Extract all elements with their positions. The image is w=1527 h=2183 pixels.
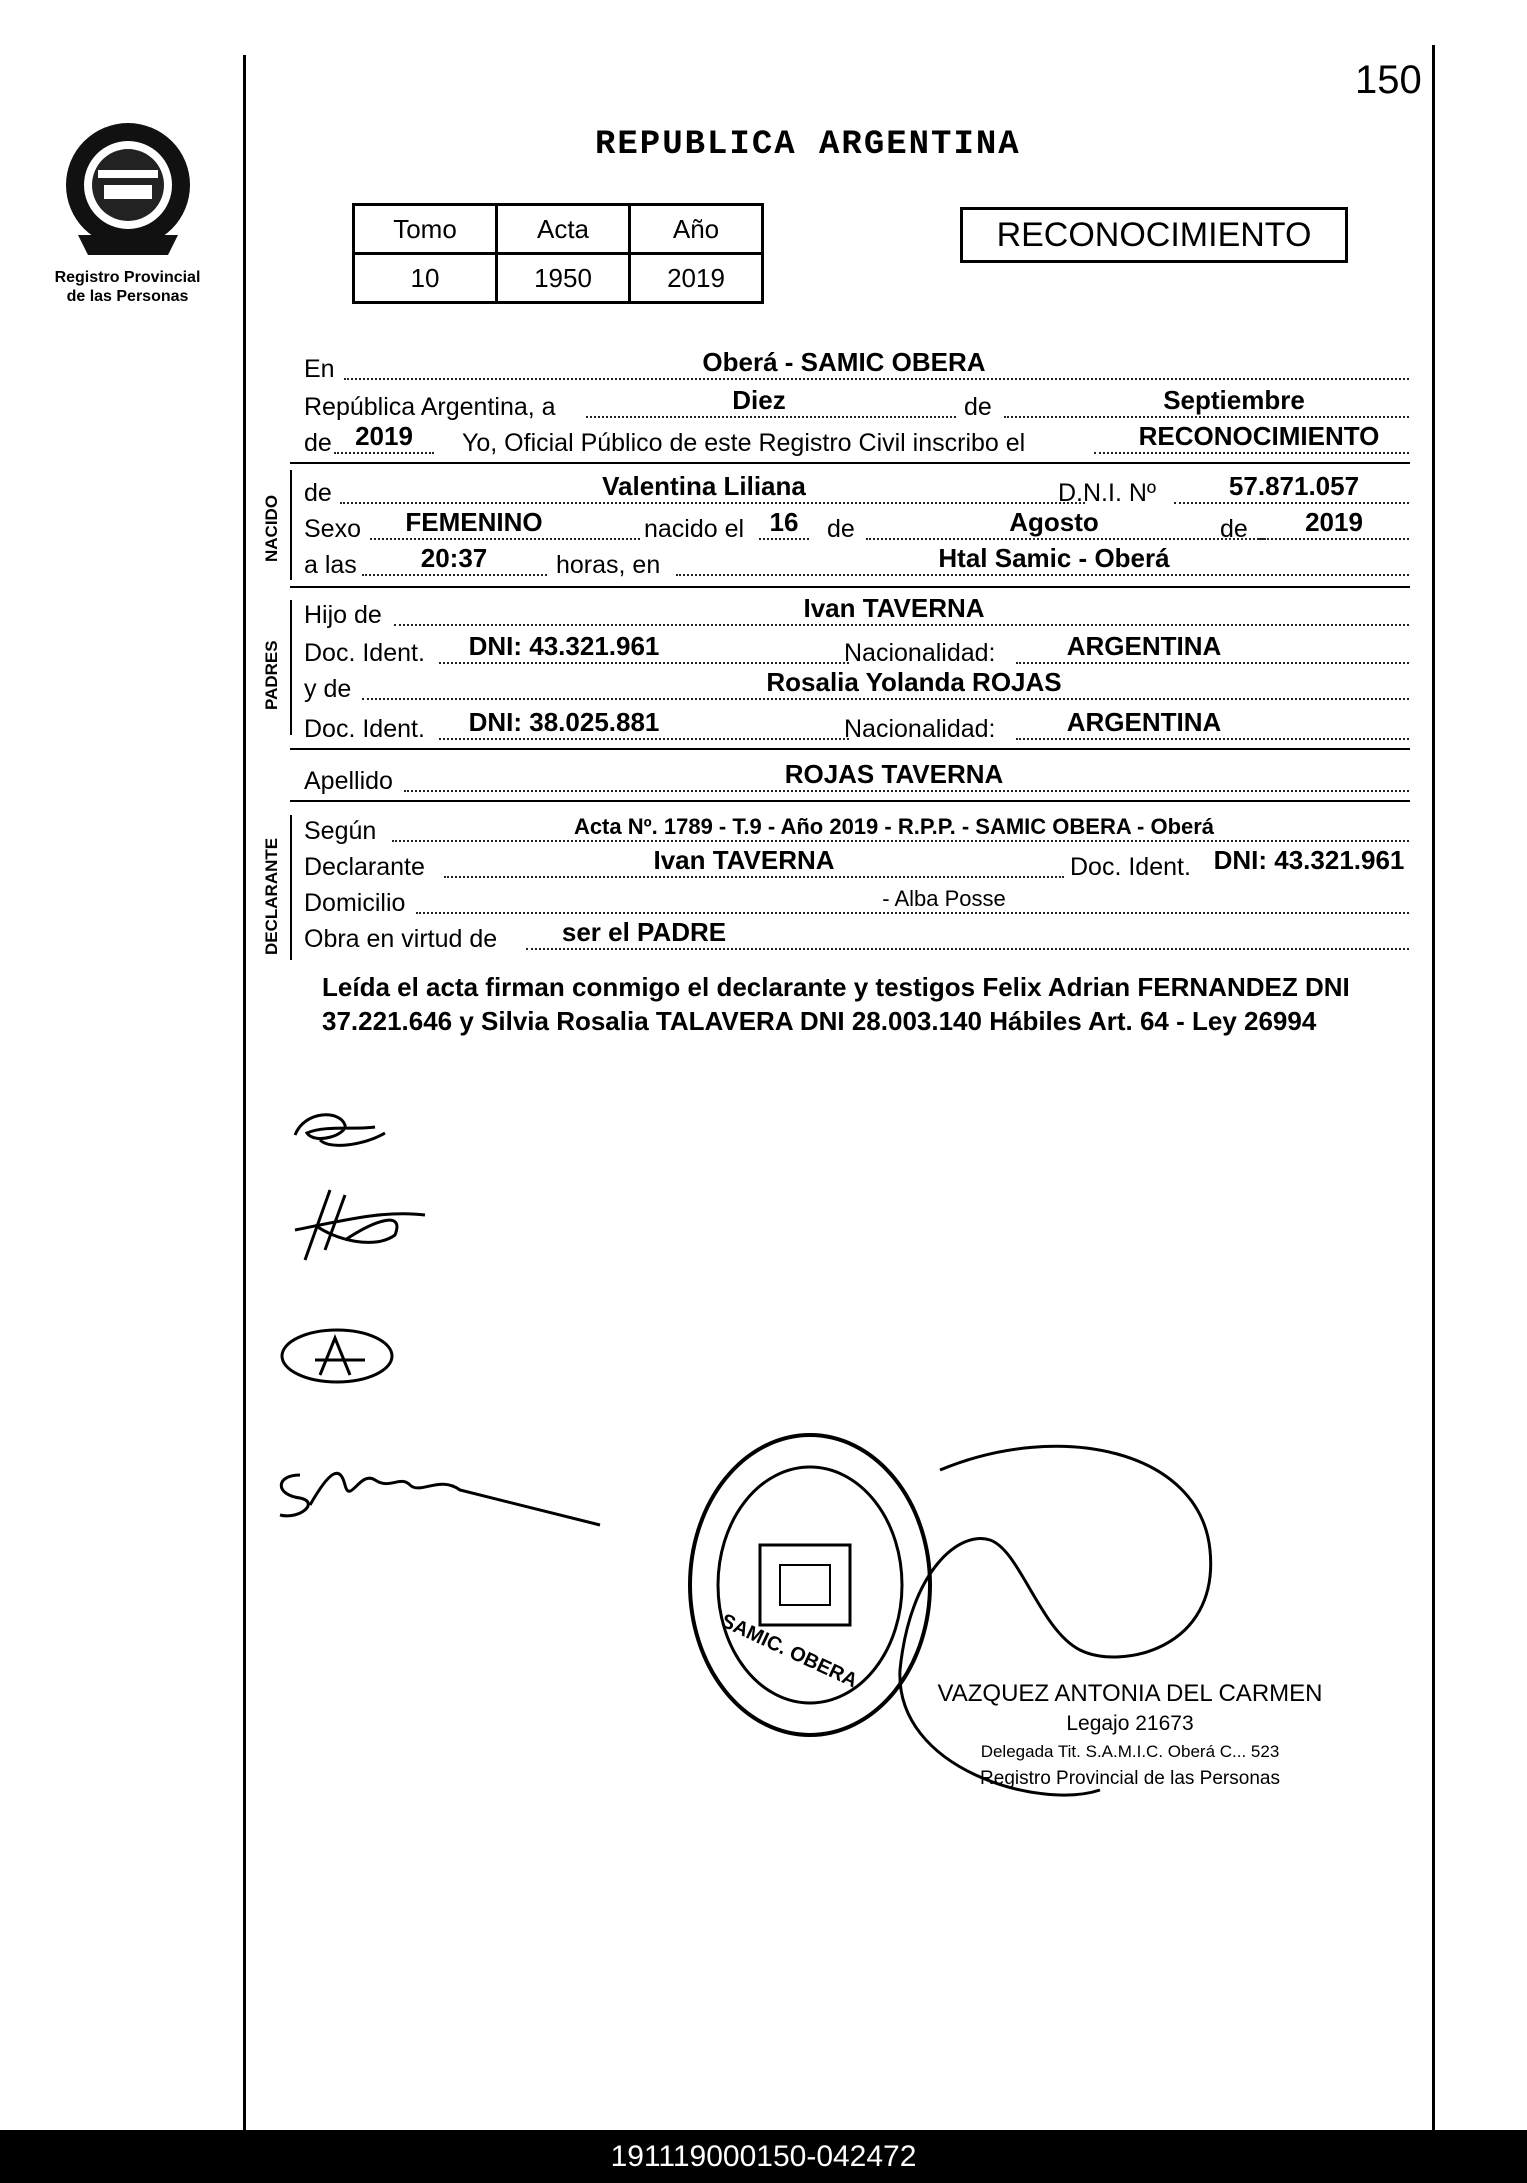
row-y-de — [304, 667, 1409, 706]
sexo-value: FEMENINO — [405, 507, 543, 537]
birth-hour-value: 20:37 — [420, 543, 488, 573]
hour-dots — [362, 574, 547, 576]
ref-header-tomo: Tomo — [354, 205, 497, 254]
mother-doc-dots — [439, 738, 849, 740]
reference-table — [352, 203, 764, 304]
en-value: Oberá - SAMIC OBERA — [702, 347, 986, 377]
segun-dots — [392, 840, 1409, 842]
y-de-label: y de — [304, 675, 352, 703]
declarante-doc-value: DNI: 43.321.961 — [1213, 845, 1405, 875]
padres-section-label: PADRES — [262, 640, 281, 710]
ref-header-acta: Acta — [497, 205, 630, 254]
nacido-de2-label: de — [827, 515, 855, 543]
row-nacido-sexo — [304, 507, 1409, 546]
en-label: En — [304, 355, 335, 383]
nacido-de-label: de — [304, 479, 332, 507]
row-obra — [304, 917, 1409, 956]
de-year-label: de — [304, 429, 332, 457]
divider-2 — [290, 586, 1410, 588]
row-inscribe — [304, 421, 1409, 460]
father-nat-label: Nacionalidad: — [844, 639, 996, 667]
month-value: Septiembre — [1163, 385, 1305, 415]
row-declarante — [304, 845, 1409, 884]
stamp-ring-text: SAMIC. OBERA — [717, 1609, 861, 1693]
day-dots — [586, 416, 956, 418]
divider-1 — [290, 462, 1410, 464]
nacido-de3-label: de — [1220, 515, 1248, 543]
obra-dots — [526, 948, 1409, 950]
domicilio-dots — [416, 912, 1409, 914]
place-dots — [676, 574, 1409, 576]
signature-witness-2 — [275, 1320, 405, 1390]
ref-value-tomo: 10 — [354, 254, 497, 303]
segun-value: Acta Nº. 1789 - T.9 - Año 2019 - R.P.P. - SAMIC OBERA - Oberá — [573, 814, 1215, 839]
row-father-doc — [304, 631, 1409, 670]
obra-value: ser el PADRE — [561, 917, 727, 947]
year-value: 2019 — [355, 421, 413, 451]
dni-dots — [1174, 502, 1409, 504]
footer-code: 191119000150-042472 — [0, 2130, 1527, 2183]
signature-witness-1 — [285, 1180, 435, 1270]
right-border — [1432, 45, 1435, 2130]
divider-4 — [290, 800, 1410, 802]
declarante-section-label: DECLARANTE — [262, 837, 281, 955]
declarante-value: Ivan TAVERNA — [653, 845, 835, 875]
apellido-value: ROJAS TAVERNA — [784, 759, 1004, 789]
misiones-seal-logo — [58, 115, 198, 265]
act-dots — [1094, 452, 1409, 454]
sexo-dots — [370, 538, 640, 540]
row-en — [304, 347, 1409, 386]
ref-value-ano: 2019 — [630, 254, 763, 303]
stamp-official-block — [930, 1680, 1330, 1790]
padres-bracket — [290, 600, 292, 735]
inscribe-text: Yo, Oficial Público de este Registro Civil inscribo el — [462, 429, 1026, 457]
declarante-bracket — [290, 815, 292, 960]
father-dots — [394, 624, 1409, 626]
official-position: Delegada Tit. S.A.M.I.C. Oberá C... 523 — [980, 1742, 1280, 1761]
official-office: Registro Provincial de las Personas — [980, 1768, 1280, 1789]
dni-label: D.N.I. Nº — [1058, 479, 1157, 507]
row-nacido-name — [304, 471, 1409, 510]
horas-label: horas, en — [556, 551, 661, 579]
domicilio-value: - Alba Posse — [882, 886, 1006, 911]
row-nacido-hora — [304, 543, 1409, 582]
birth-year-value: 2019 — [1305, 507, 1363, 537]
divider-3 — [290, 748, 1410, 750]
birth-day-value: 16 — [769, 507, 799, 537]
birth-month-value: Agosto — [1009, 507, 1099, 537]
left-border — [243, 55, 246, 2130]
mother-doc-label: Doc. Ident. — [304, 715, 425, 743]
ref-header-ano: Año — [630, 205, 763, 254]
father-name-value: Ivan TAVERNA — [803, 593, 985, 623]
mother-dots — [362, 698, 1409, 700]
month-dots-2 — [866, 538, 1266, 540]
row-domicilio — [304, 886, 1409, 920]
row-mother-doc — [304, 707, 1409, 746]
mother-nat-dots — [1016, 738, 1409, 740]
declarante-doc-label: Doc. Ident. — [1070, 853, 1191, 881]
year-dots — [334, 452, 434, 454]
official-name: VAZQUEZ ANTONIA DEL CARMEN — [937, 1680, 1323, 1707]
month-dots — [1004, 416, 1409, 418]
father-doc-value: DNI: 43.321.961 — [468, 631, 660, 661]
row-apellido — [304, 759, 1409, 798]
nacido-el-label: nacido el — [644, 515, 745, 543]
mother-nat-value: ARGENTINA — [1066, 707, 1222, 737]
declarante-label: Declarante — [304, 853, 425, 881]
act-value: RECONOCIMIENTO — [1138, 421, 1380, 451]
signature-official — [270, 1450, 610, 1540]
name-dots — [340, 502, 1085, 504]
row-segun — [304, 814, 1409, 848]
closing-text: Leída el acta firman conmigo el declarante y testigos Felix Adrian FERNANDEZ DNI 37.221.646 y Silvia Rosalia TALAVERA DNI 28.003.140 Hábiles Art. 64 - Ley 26994 — [322, 972, 1350, 1036]
declarante-dots — [444, 876, 1064, 878]
ref-value-acta: 1950 — [497, 254, 630, 303]
document-title: REPUBLICA ARGENTINA — [595, 126, 1021, 164]
page-number: 150 — [1355, 58, 1422, 102]
birth-place-value: Htal Samic - Oberá — [938, 543, 1170, 573]
day-value: Diez — [732, 385, 786, 415]
act-type-box: RECONOCIMIENTO — [960, 207, 1348, 263]
en-dots — [344, 378, 1409, 380]
day-dots-2 — [759, 538, 809, 540]
signature-declarante — [285, 1105, 395, 1160]
sexo-label: Sexo — [304, 515, 361, 543]
alas-label: a las — [304, 551, 357, 579]
obra-label: Obra en virtud de — [304, 925, 498, 953]
year-dots-2 — [1259, 538, 1409, 540]
logo-caption-line1: Registro Provincial — [54, 269, 201, 286]
official-legajo: Legajo 21673 — [1066, 1712, 1194, 1735]
child-dni-value: 57.871.057 — [1228, 471, 1360, 501]
father-doc-dots — [439, 662, 849, 664]
logo-caption-line2: de las Personas — [66, 288, 189, 305]
nacido-bracket — [290, 470, 292, 580]
apellido-label: Apellido — [304, 767, 393, 795]
father-doc-label: Doc. Ident. — [304, 639, 425, 667]
nacido-section-label: NACIDO — [262, 494, 281, 562]
mother-nat-label: Nacionalidad: — [844, 715, 996, 743]
row-republica — [304, 385, 1409, 424]
father-nat-dots — [1016, 662, 1409, 664]
row-hijo-de — [304, 593, 1409, 632]
mother-doc-value: DNI: 38.025.881 — [468, 707, 660, 737]
apellido-dots — [404, 790, 1409, 792]
child-name-value: Valentina Liliana — [602, 471, 806, 501]
de-label: de — [964, 393, 992, 421]
mother-name-value: Rosalia Yolanda ROJAS — [766, 667, 1062, 697]
republica-label: República Argentina, a — [304, 393, 556, 421]
domicilio-label: Domicilio — [304, 889, 406, 917]
father-nat-value: ARGENTINA — [1066, 631, 1222, 661]
segun-label: Según — [304, 817, 377, 845]
hijo-de-label: Hijo de — [304, 601, 382, 629]
logo-caption — [40, 268, 215, 306]
